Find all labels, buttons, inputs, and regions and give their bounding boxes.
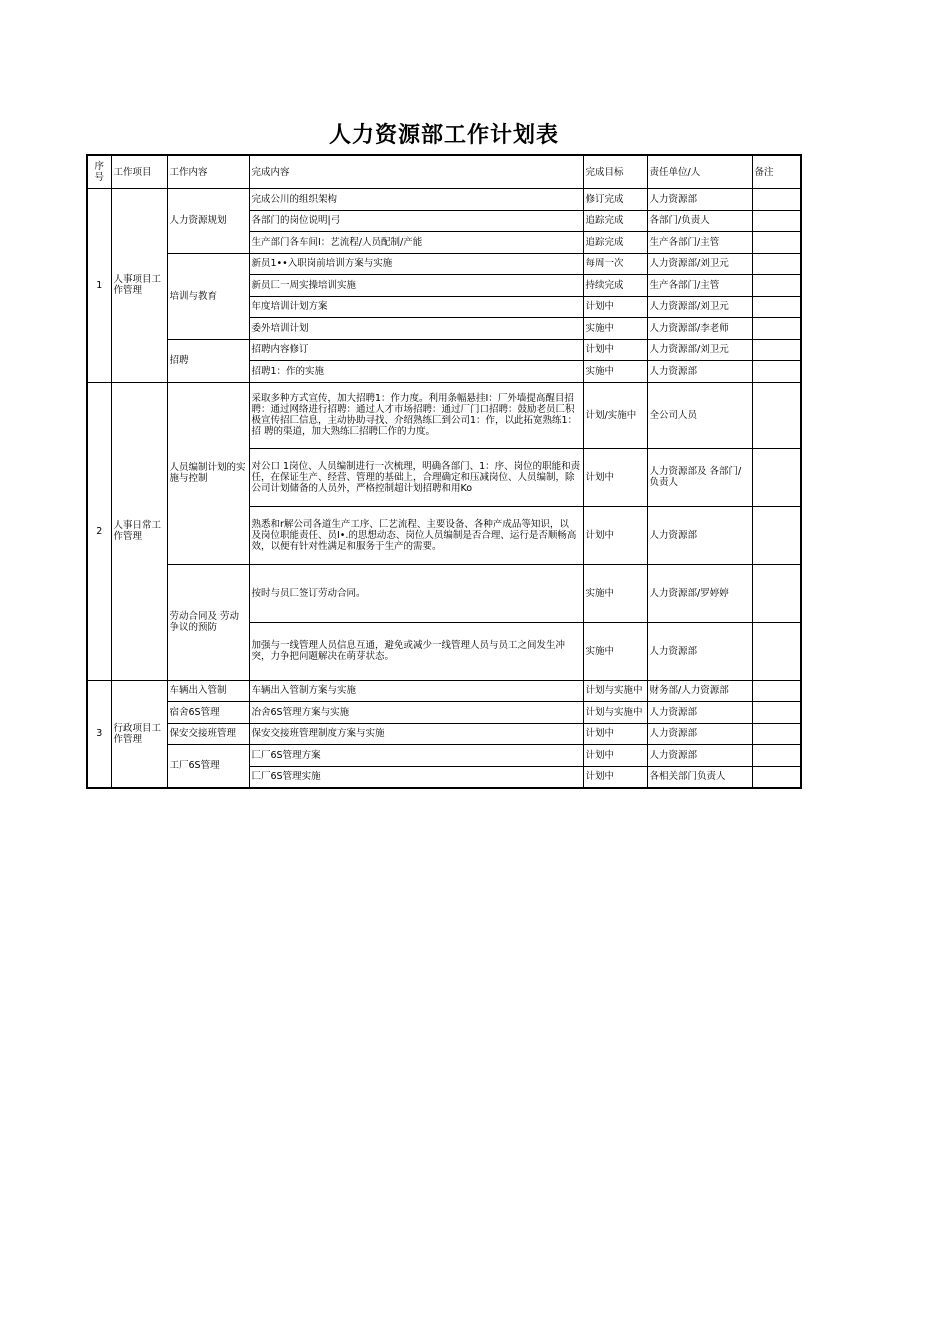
completion-target: 计划中 bbox=[583, 296, 647, 318]
responsible-owner: 人力资源部/李老师 bbox=[647, 318, 752, 340]
completion-target: 计划中 bbox=[583, 448, 647, 506]
completion-detail: 加强与一线管理人员信息互通，避免或减少一线管理人员与员工之间发生冲 突，力争把问题解决在萌芽状态。 bbox=[249, 622, 583, 680]
header-seq: 序号 bbox=[87, 155, 111, 189]
remark bbox=[752, 318, 801, 340]
completion-detail: 匚厂6S管理方案 bbox=[249, 745, 583, 767]
responsible-owner: 人力资源部 bbox=[647, 723, 752, 745]
completion-target: 实施中 bbox=[583, 564, 647, 622]
completion-target: 计划中 bbox=[583, 745, 647, 767]
header-row bbox=[87, 155, 801, 189]
responsible-owner: 财务部/人力资源部 bbox=[647, 680, 752, 702]
completion-target: 计划与实施中 bbox=[583, 702, 647, 724]
remark bbox=[752, 339, 801, 361]
table-row bbox=[87, 189, 801, 211]
header-owner: 责任单位/人 bbox=[647, 155, 752, 189]
remark bbox=[752, 745, 801, 767]
remark bbox=[752, 766, 801, 788]
completion-target: 计划中 bbox=[583, 339, 647, 361]
responsible-owner: 人力资源部 bbox=[647, 506, 752, 564]
remark bbox=[752, 210, 801, 232]
completion-target: 计划/实施中 bbox=[583, 382, 647, 448]
group-project: 人事项目工作管理 bbox=[111, 189, 167, 383]
remark bbox=[752, 506, 801, 564]
completion-detail: 招聘内容修订 bbox=[249, 339, 583, 361]
work-content: 车辆出入管制 bbox=[167, 680, 249, 702]
group-project: 人事日常工作管理 bbox=[111, 382, 167, 680]
completion-target: 实施中 bbox=[583, 622, 647, 680]
remark bbox=[752, 723, 801, 745]
completion-target: 修订完成 bbox=[583, 189, 647, 211]
completion-target: 实施中 bbox=[583, 318, 647, 340]
responsible-owner: 人力资源部 bbox=[647, 361, 752, 383]
work-content: 人员编制计划的实施与控制 bbox=[167, 382, 249, 564]
completion-target: 追踪完成 bbox=[583, 232, 647, 254]
work-content: 劳动合同及 劳动争议的预防 bbox=[167, 564, 249, 680]
remark bbox=[752, 189, 801, 211]
remark bbox=[752, 680, 801, 702]
responsible-owner: 人力资源部 bbox=[647, 745, 752, 767]
work-content: 培训与教育 bbox=[167, 253, 249, 339]
responsible-owner: 人力资源部/刘卫元 bbox=[647, 339, 752, 361]
header-project: 工作项目 bbox=[111, 155, 167, 189]
remark bbox=[752, 564, 801, 622]
completion-detail: 车辆出入管制方案与实施 bbox=[249, 680, 583, 702]
responsible-owner: 全公司人员 bbox=[647, 382, 752, 448]
table-row bbox=[87, 382, 801, 448]
responsible-owner: 各部门/负责人 bbox=[647, 210, 752, 232]
completion-detail: 保安交接班管理制度方案与实施 bbox=[249, 723, 583, 745]
completion-target: 每周一次 bbox=[583, 253, 647, 275]
page-title: 人力资源部工作计划表 bbox=[328, 123, 559, 148]
remark bbox=[752, 232, 801, 254]
remark bbox=[752, 275, 801, 297]
responsible-owner: 人力资源部/刘卫元 bbox=[647, 296, 752, 318]
table-row bbox=[87, 564, 801, 622]
remark bbox=[752, 361, 801, 383]
completion-detail: 按时与员匚签订劳动合同。 bbox=[249, 564, 583, 622]
completion-target: 计划与实施中 bbox=[583, 680, 647, 702]
table-row bbox=[87, 339, 801, 361]
completion-detail: 采取多种方式宣传，加大招聘1：作力度。利用条幅悬挂I：厂外墙提高醒目招 聘：通过网络进行招聘：通过人才市场招聘：通过厂门口招聘：鼓励老员匚积 极宣传招匚信息，主动协助寻找、介绍熟练匚到公司1：作，以此拓宽熟练1：招 聘的渠道，加大熟练匚招聘匚作的力度。 bbox=[249, 382, 583, 448]
responsible-owner: 人力资源部 bbox=[647, 189, 752, 211]
completion-target: 计划中 bbox=[583, 766, 647, 788]
table-row bbox=[87, 745, 801, 767]
header-content: 工作内容 bbox=[167, 155, 249, 189]
responsible-owner: 各相关部门负责人 bbox=[647, 766, 752, 788]
responsible-owner: 人力资源部 bbox=[647, 622, 752, 680]
header-detail: 完成内容 bbox=[249, 155, 583, 189]
work-content: 宿舍6S管理 bbox=[167, 702, 249, 724]
remark bbox=[752, 622, 801, 680]
responsible-owner: 人力资源部及 各部门/负责人 bbox=[647, 448, 752, 506]
remark bbox=[752, 448, 801, 506]
completion-detail: 匚厂6S管理实施 bbox=[249, 766, 583, 788]
completion-target: 计划中 bbox=[583, 506, 647, 564]
group-project: 行政项目工作管理 bbox=[111, 680, 167, 788]
table-row bbox=[87, 680, 801, 702]
work-content: 人力资源规划 bbox=[167, 189, 249, 254]
work-content: 保安交接班管理 bbox=[167, 723, 249, 745]
completion-detail: 委外培训计划 bbox=[249, 318, 583, 340]
responsible-owner: 人力资源部/罗婷婷 bbox=[647, 564, 752, 622]
completion-detail: 招聘1：作的实施 bbox=[249, 361, 583, 383]
completion-target: 计划中 bbox=[583, 723, 647, 745]
remark bbox=[752, 253, 801, 275]
completion-detail: 生产部门各车间I：艺流程/人员配制/产能 bbox=[249, 232, 583, 254]
responsible-owner: 生产各部门/主管 bbox=[647, 232, 752, 254]
group-seq: 3 bbox=[87, 680, 111, 788]
completion-detail: 熟悉和r解公司各道生产工序、匚艺流程、主要设备、各种产成品等知识，以 及岗位职能责任、员I•.的思想动态、岗位人员编制是否合理、运行是否顺畅高 效，以便有针对性满足和服务于生产的需要。 bbox=[249, 506, 583, 564]
work-content: 招聘 bbox=[167, 339, 249, 382]
completion-detail: 年度培训计划方案 bbox=[249, 296, 583, 318]
header-target: 完成目标 bbox=[583, 155, 647, 189]
group-seq: 1 bbox=[87, 189, 111, 383]
table-row bbox=[87, 253, 801, 275]
table-row bbox=[87, 723, 801, 745]
completion-detail: 新员1••入职岗前培训方案与实施 bbox=[249, 253, 583, 275]
header-note: 备注 bbox=[752, 155, 801, 189]
completion-target: 追踪完成 bbox=[583, 210, 647, 232]
remark bbox=[752, 382, 801, 448]
completion-target: 实施中 bbox=[583, 361, 647, 383]
completion-detail: 新员匚一周实操培训实施 bbox=[249, 275, 583, 297]
completion-detail: 完成公川的组织架构 bbox=[249, 189, 583, 211]
responsible-owner: 人力资源部 bbox=[647, 702, 752, 724]
table-row bbox=[87, 702, 801, 724]
work-content: 工厂6S管理 bbox=[167, 745, 249, 788]
completion-detail: 各部门的岗位说明|弓 bbox=[249, 210, 583, 232]
completion-target: 持续完成 bbox=[583, 275, 647, 297]
work-plan-table bbox=[86, 154, 802, 789]
completion-detail: 冶舍6S管理方案与实施 bbox=[249, 702, 583, 724]
group-seq: 2 bbox=[87, 382, 111, 680]
remark bbox=[752, 702, 801, 724]
responsible-owner: 人力资源部/刘卫元 bbox=[647, 253, 752, 275]
remark bbox=[752, 296, 801, 318]
completion-detail: 对公口 1岗位、人员编制进行一次梳理，明确各部门、1：序、岗位的职能和责 任，在保证生产、经营、管理的基础上，合理确定和压减岗位、人员编制，除 公司计划储备的人员外，严格控制超计划招聘和用Ko bbox=[249, 448, 583, 506]
responsible-owner: 生产各部门/主管 bbox=[647, 275, 752, 297]
